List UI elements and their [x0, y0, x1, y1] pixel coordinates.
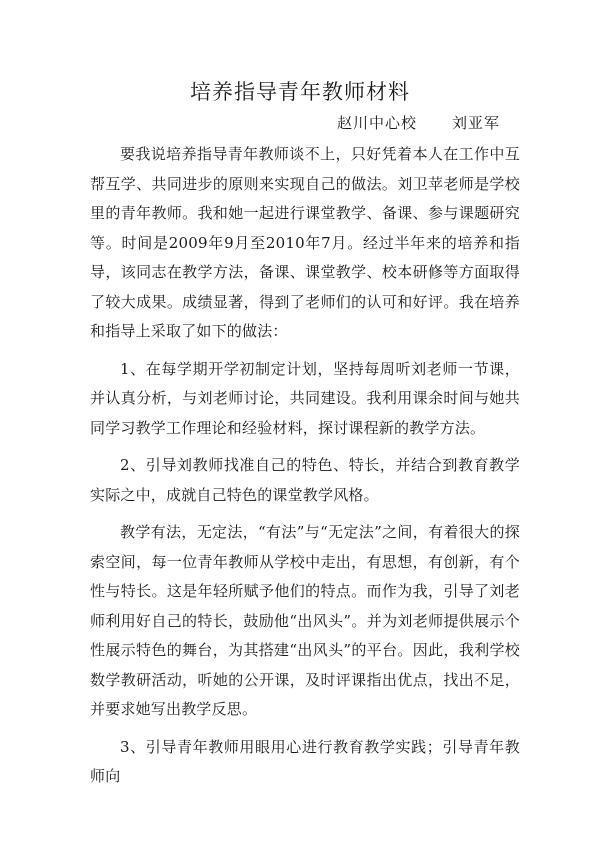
paragraph-method: 教学有法，无定法，“有法”与“无定法”之间，有着很大的探索空间，每一位青年教师从学校中走出，有思想，有创新，有个性与特长。这是年轻所赋予他们的特点。而作为我，引导了刘老师利用好自己的特长，鼓励他“出风头”。并为刘老师提供展示个性展示特色的舞台，为其搭建“出风头”的平台。因此，我利学校数学教研活动，听她的公开课，及时评课指出优点，找出不足，并要求她写出教学反思。 [90, 523, 520, 718]
paragraph-item-3: 3、引导青年教师用眼用心进行教育教学实践；引导青年教师向 [90, 737, 520, 785]
paragraph-intro: 要我说培养指导青年教师谈不上，只好凭着本人在工作中互帮互学、共同进步的原则来实现自己的做法。刘卫苹老师是学校里的青年教师。我和她一起进行课堂教学、备课、参与课题研究等。时间是2009年9月至2010年7月。经过半年来的培养和指导，该同志在教学方法，备课、课堂教学、校本研修等方面取得了较大成果。成绩显著，得到了老师们的认可和好评。我在培养和指导上采取了如下的做法： [90, 145, 520, 340]
paragraph-item-1: 1、在每学期开学初制定计划，坚持每周听刘老师一节课，并认真分析，与刘老师讨论，共同建设。我利用课余时间与她共同学习教学工作理论和经验材料，探讨课程新的教学方法。 [90, 359, 520, 437]
paragraph-item-2: 2、引导刘教师找准自己的特色、特长，并结合到教育教学实际之中，成就自己特色的课堂教学风格。 [90, 456, 520, 504]
document-body [90, 140, 520, 800]
byline [0, 110, 600, 136]
document-title: 培养指导青年教师材料 [190, 80, 410, 104]
school-name: 赵川中心校 [337, 114, 418, 132]
author-name: 刘亚军 [452, 114, 501, 132]
